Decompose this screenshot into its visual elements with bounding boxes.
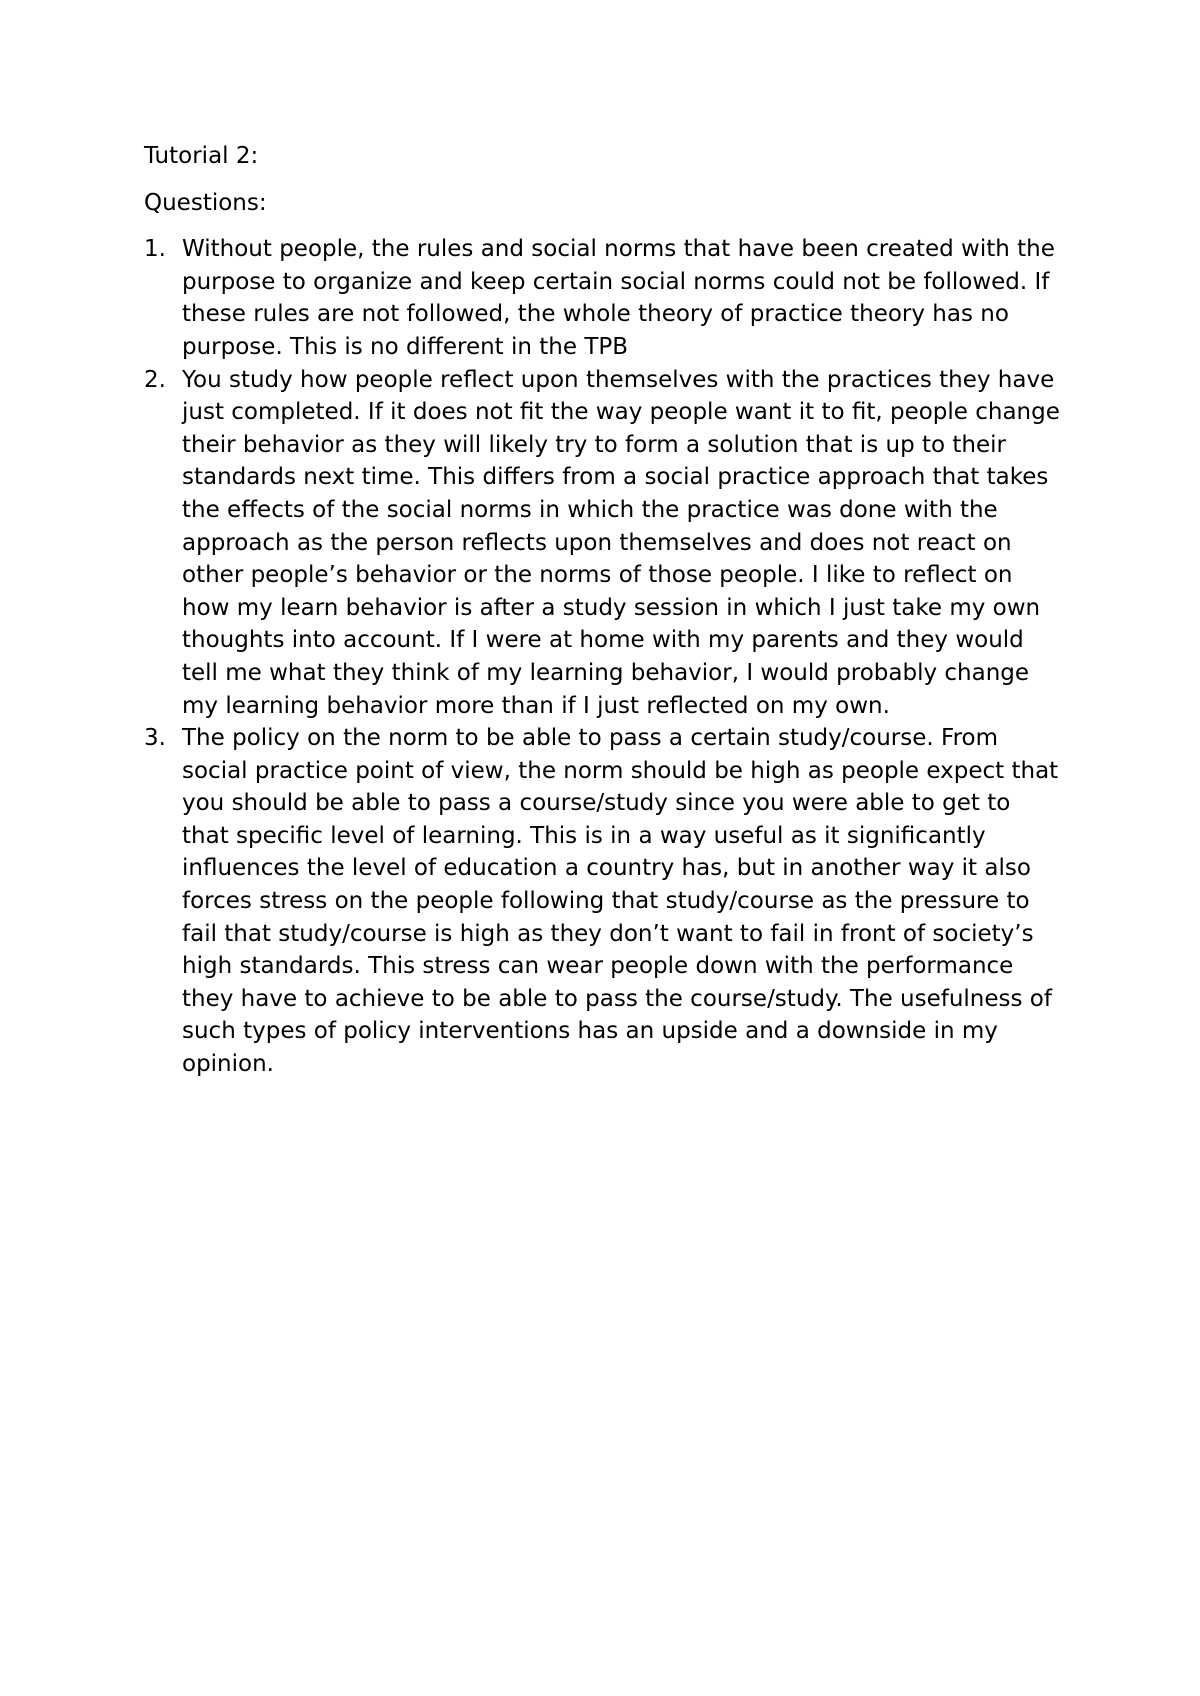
questions-heading: Questions: bbox=[144, 189, 267, 216]
question-text-1: Without people, the rules and social norms that have been created with the purpose to organize and keep certain social norms could not be followed. If these rules are not followed, the whole theory of practice theory has no purpose. This is no different in the TPB bbox=[182, 236, 1055, 360]
document-content bbox=[144, 140, 1064, 1081]
question-text-2: You study how people reflect upon themselves with the practices they have just completed. If it does not fit the way people want it to fit, people change their behavior as they will likely try to form a solution that is up to their standards next time. This differs from a social practice approach that takes the effects of the social norms in which the practice was done with the approach as the person reflects upon themselves and does not react on other people’s behavior or the norms of those people. I like to reflect on how my learn behavior is after a study session in which I just take my own thoughts into account. If I were at home with my parents and they would tell me what they think of my learning behavior, I would probably change my learning behavior more than if I just reflected on my own. bbox=[182, 366, 1060, 719]
question-number-1: 1. bbox=[144, 236, 166, 263]
question-number-2: 2. bbox=[144, 366, 166, 393]
document-title: Tutorial 2: bbox=[144, 143, 259, 169]
question-item-1 bbox=[144, 233, 1064, 363]
questions-list bbox=[144, 233, 1064, 1080]
question-text-3: The policy on the norm to be able to pass a certain study/course. From social practice point of view, the norm should be high as people expect that you should be able to pass a course/study since you were able to get to that specific level of learning. This is in a way useful as it significantly influences the level of education a country has, but in another way it also forces stress on the people following that study/course as the pressure to fail that study/course is high as they don’t want to fail in front of society’s high standards. This stress can wear people down with the performance they have to achieve to be able to pass the course/study. The usefulness of such types of policy interventions has an upside and a downside in my opinion. bbox=[182, 725, 1059, 1078]
question-item-2 bbox=[144, 364, 1064, 723]
question-item-3 bbox=[144, 722, 1064, 1081]
question-number-3: 3. bbox=[144, 725, 166, 752]
